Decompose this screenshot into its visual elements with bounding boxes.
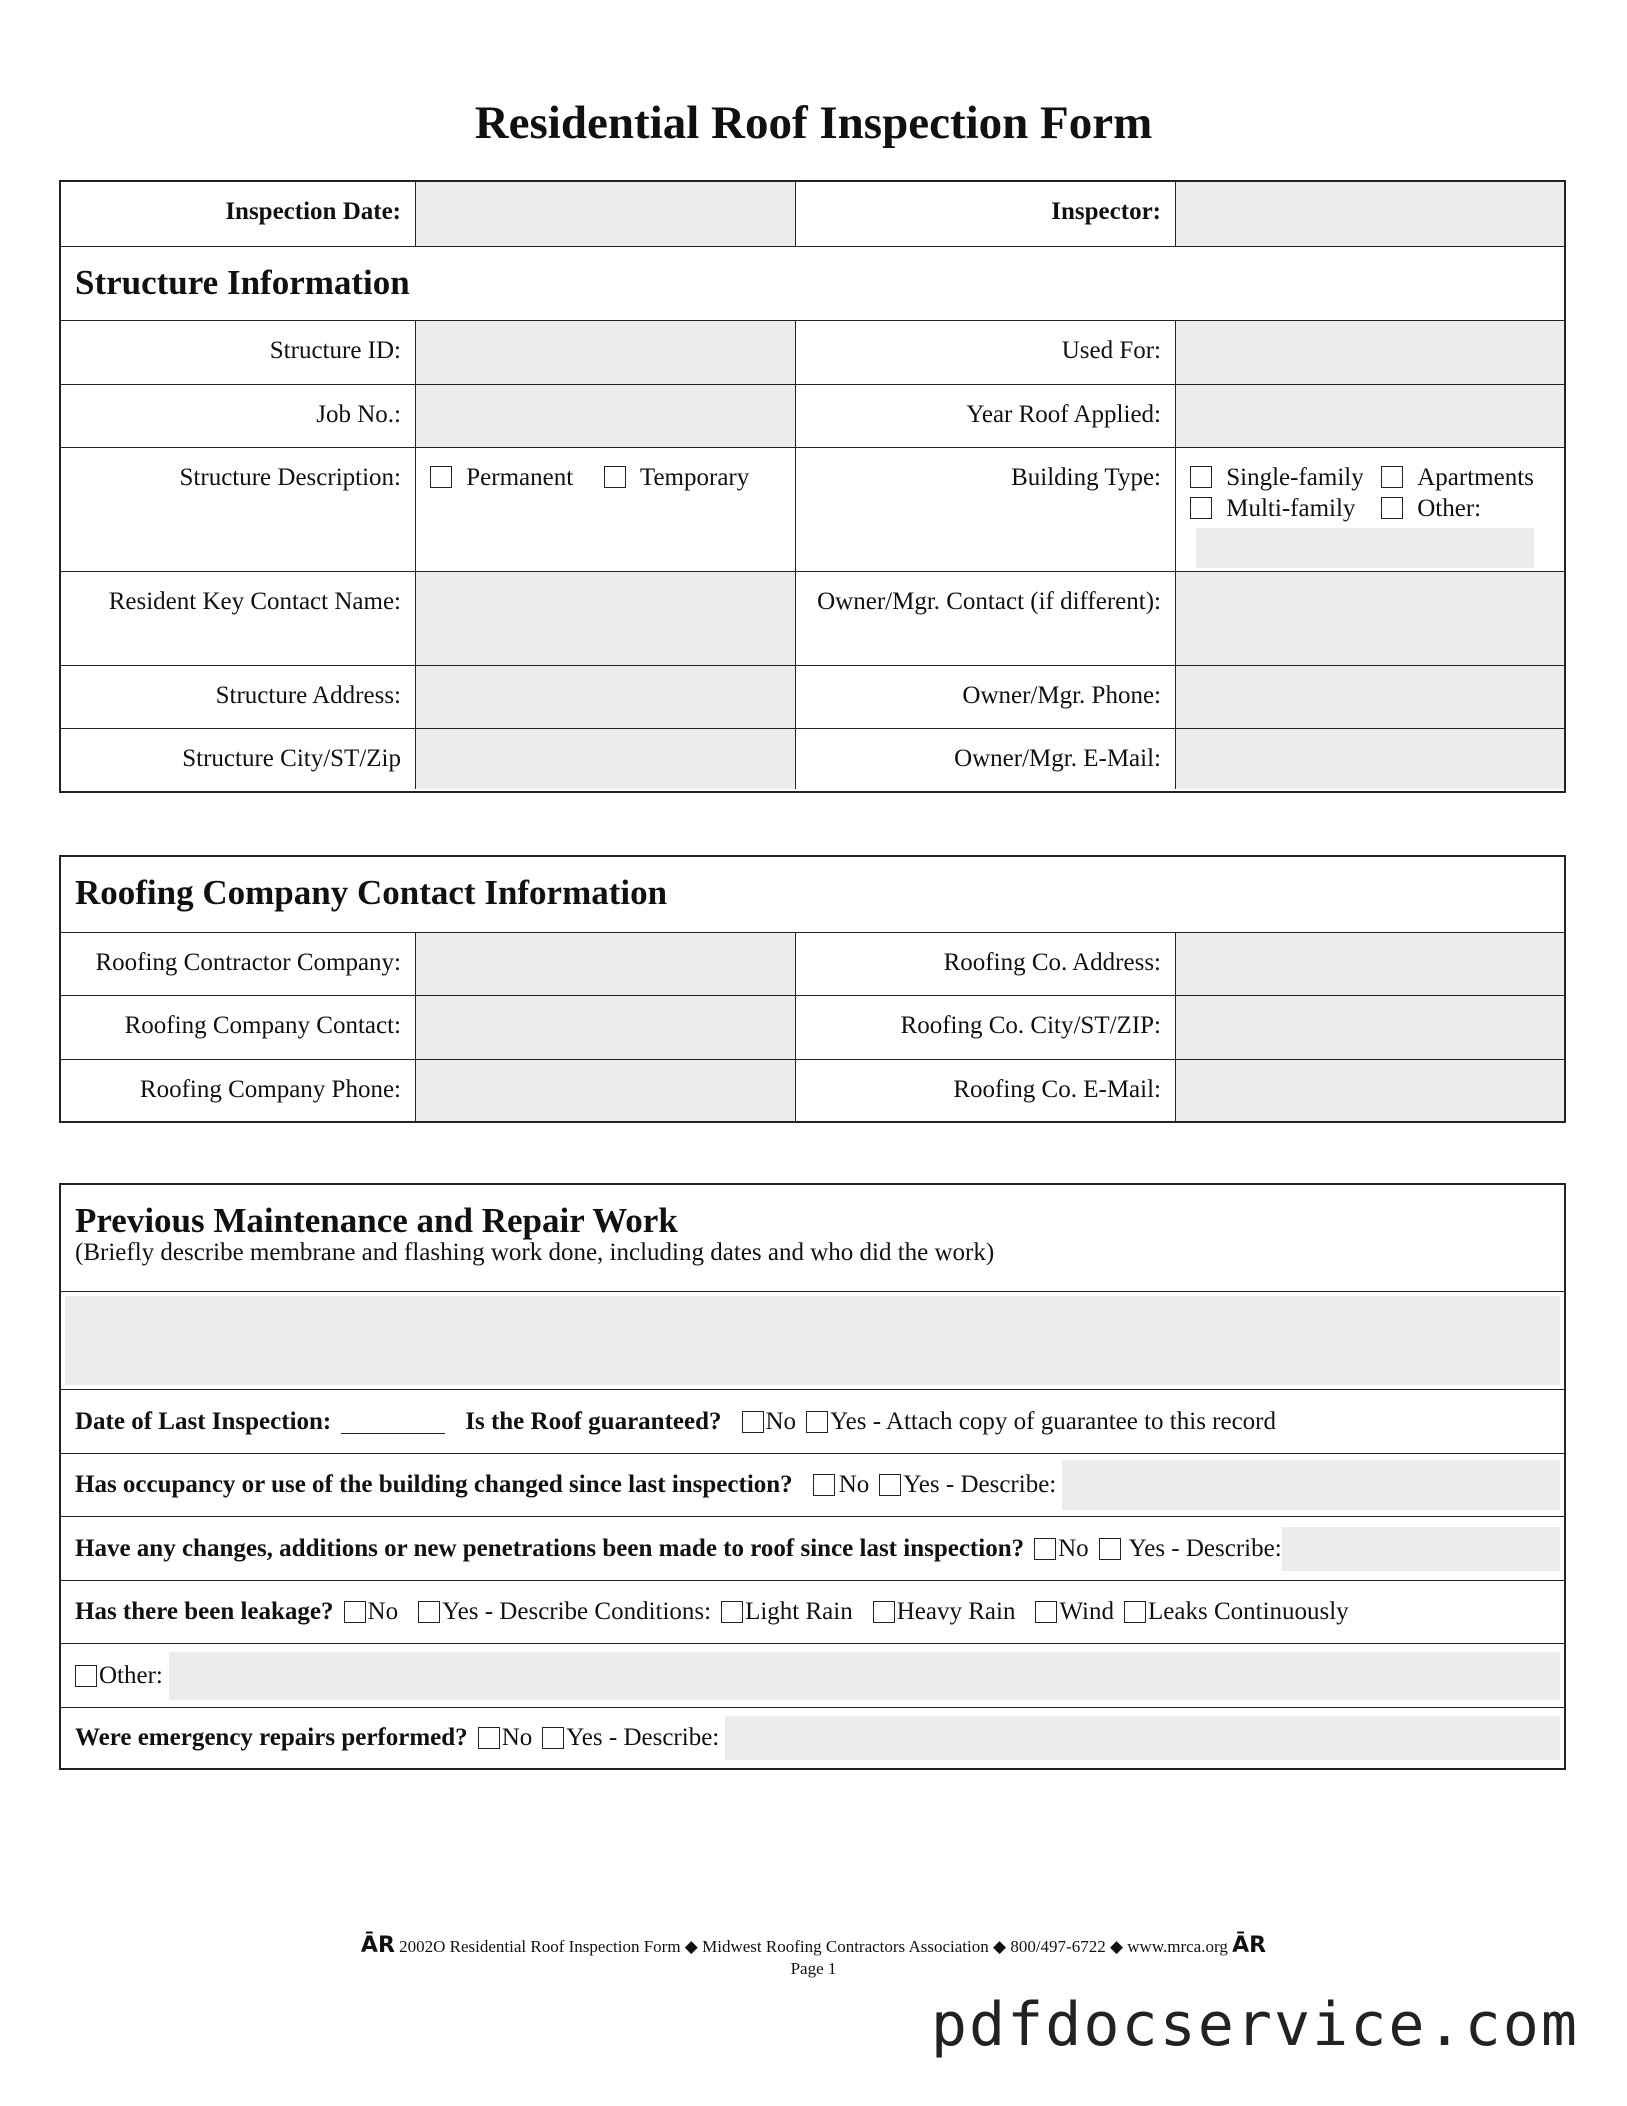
resident-contact-label: Resident Key Contact Name: [108, 588, 401, 615]
other-label: Other: [99, 1661, 163, 1689]
guaranteed-question: Is the Roof guaranteed? [465, 1407, 722, 1435]
co-email-label: Roofing Co. E-Mail: [795, 1060, 1175, 1121]
year-roof-applied-label: Year Roof Applied: [795, 385, 1175, 447]
roofing-heading-row [61, 857, 1564, 932]
company-contact-label: Roofing Company Contact: [124, 1012, 401, 1039]
heavy-rain-checkbox[interactable] [873, 1601, 895, 1623]
owner-contact-label: Owner/Mgr. Contact (if different): [795, 572, 1175, 665]
emergency-yes-label: Yes - Describe: [566, 1724, 720, 1751]
inspection-date-label: Inspection Date: [225, 198, 401, 225]
page-number: Page 1 [790, 1959, 837, 1978]
leakage-yes-label: Yes - Describe Conditions: [442, 1598, 712, 1625]
structure-address-label: Structure Address: [215, 682, 401, 709]
leakage-question-group [75, 1581, 1349, 1643]
structure-city-field[interactable] [415, 729, 795, 789]
co-city-field[interactable] [1175, 996, 1564, 1059]
emergency-no-label: No [501, 1724, 533, 1751]
roofing-phone-row [61, 1059, 1564, 1121]
company-contact-field[interactable] [415, 996, 795, 1059]
occupancy-question: Has occupancy or use of the building changed since last inspection? [75, 1471, 793, 1498]
job-no-row [61, 384, 1564, 447]
co-email-field[interactable] [1175, 1060, 1564, 1121]
light-rain-label: Light Rain [745, 1598, 853, 1625]
city-row [61, 728, 1564, 789]
structure-description-options [415, 448, 795, 571]
single-family-checkbox[interactable] [1190, 466, 1212, 488]
changes-no-label: No [1058, 1534, 1089, 1562]
inspection-date-field[interactable] [415, 182, 795, 246]
company-phone-label: Roofing Company Phone: [139, 1076, 401, 1103]
leaks-continuously-checkbox[interactable] [1124, 1601, 1146, 1623]
occupancy-no-checkbox[interactable] [813, 1474, 835, 1496]
emergency-question: Were emergency repairs performed? [75, 1724, 468, 1751]
address-row [61, 665, 1564, 728]
form-title: Residential Roof Inspection Form [474, 97, 1153, 149]
job-no-field[interactable] [415, 385, 795, 447]
maintenance-heading-row [61, 1185, 1564, 1291]
guaranteed-yes-label: Yes - Attach copy of guarantee to this record [830, 1407, 1277, 1435]
resident-contact-field[interactable] [415, 572, 795, 665]
inspector-field[interactable] [1175, 182, 1564, 246]
wind-label: Wind [1059, 1598, 1114, 1625]
temporary-label: Temporary [639, 464, 750, 491]
owner-phone-field[interactable] [1175, 666, 1564, 728]
maintenance-heading: Previous Maintenance and Repair Work [75, 1201, 678, 1240]
occupancy-yes-checkbox[interactable] [879, 1474, 901, 1496]
structure-section [59, 180, 1566, 793]
mrca-logo-left: ᾹR [360, 1933, 395, 1958]
maintenance-subheading: (Briefly describe membrane and flashing work done, including dates and who did the work) [75, 1239, 995, 1266]
other-building-label: Other: [1417, 495, 1482, 522]
emergency-no-checkbox[interactable] [478, 1727, 500, 1749]
leakage-no-checkbox[interactable] [344, 1601, 366, 1623]
mrca-logo-right: ᾹR [1232, 1933, 1267, 1958]
multi-family-label: Multi-family [1226, 495, 1356, 522]
occupancy-question-group [75, 1454, 1560, 1516]
emergency-yes-checkbox[interactable] [542, 1727, 564, 1749]
light-rain-checkbox[interactable] [721, 1601, 743, 1623]
inspector-label: Inspector: [795, 182, 1175, 246]
emergency-describe-field[interactable] [725, 1716, 1560, 1760]
roofing-section [59, 855, 1566, 1123]
structure-city-label: Structure City/ST/Zip [182, 745, 401, 772]
contractor-company-label: Roofing Contractor Company: [95, 949, 401, 976]
permanent-checkbox[interactable] [430, 466, 452, 488]
changes-question-group [75, 1517, 1560, 1580]
wind-checkbox[interactable] [1035, 1601, 1057, 1623]
footer-text: 2002O Residential Roof Inspection Form ◆ Midwest Roofing Contractors Association ◆ 800/497-6722 ◆ www.mrca.org [399, 1937, 1228, 1956]
co-address-label: Roofing Co. Address: [795, 933, 1175, 995]
owner-phone-label: Owner/Mgr. Phone: [795, 666, 1175, 728]
heavy-rain-label: Heavy Rain [896, 1598, 1016, 1625]
apartments-label: Apartments [1417, 464, 1534, 491]
other-describe-field[interactable] [169, 1652, 1560, 1700]
maintenance-description-field[interactable] [65, 1296, 1560, 1385]
maintenance-description-row [61, 1291, 1564, 1389]
changes-yes-checkbox[interactable] [1099, 1538, 1121, 1560]
roofing-heading: Roofing Company Contact Information [75, 873, 668, 912]
owner-contact-field[interactable] [1175, 572, 1564, 665]
job-no-label: Job No.: [316, 401, 401, 428]
footer [0, 1935, 1627, 1980]
leakage-no-label: No [367, 1598, 399, 1625]
other-row [61, 1643, 1564, 1707]
footer-line [0, 1935, 1627, 1958]
other-building-checkbox[interactable] [1381, 497, 1403, 519]
leakage-question: Has there been leakage? [75, 1598, 334, 1625]
structure-description-label: Structure Description: [179, 464, 401, 491]
co-city-label: Roofing Co. City/ST/ZIP: [795, 996, 1175, 1059]
guaranteed-no-checkbox[interactable] [742, 1411, 764, 1433]
apartments-checkbox[interactable] [1381, 466, 1403, 488]
structure-id-field[interactable] [415, 321, 795, 384]
temporary-checkbox[interactable] [604, 466, 626, 488]
leakage-row [61, 1580, 1564, 1643]
changes-describe-field[interactable] [1282, 1527, 1560, 1571]
last-inspection-label: Date of Last Inspection: [75, 1407, 332, 1435]
changes-no-checkbox[interactable] [1034, 1538, 1056, 1560]
occupancy-row [61, 1453, 1564, 1516]
used-for-field[interactable] [1175, 321, 1564, 384]
used-for-label: Used For: [795, 321, 1175, 384]
other-building-field[interactable] [1196, 528, 1534, 568]
structure-heading: Structure Information [75, 263, 410, 302]
leakage-yes-checkbox[interactable] [418, 1601, 440, 1623]
roofing-company-row [61, 932, 1564, 995]
single-family-label: Single-family [1226, 464, 1364, 491]
multi-family-checkbox[interactable] [1190, 497, 1212, 519]
maintenance-section [59, 1183, 1566, 1770]
occupancy-no-label: No [838, 1471, 870, 1498]
last-inspection-question [75, 1390, 1276, 1453]
emergency-row [61, 1707, 1564, 1768]
changes-row [61, 1516, 1564, 1580]
leaks-continuously-label: Leaks Continuously [1148, 1598, 1349, 1625]
changes-yes-label: Yes - Describe: [1128, 1534, 1282, 1562]
structure-id-label: Structure ID: [269, 337, 401, 364]
contractor-company-field[interactable] [415, 933, 795, 995]
structure-address-field[interactable] [415, 666, 795, 728]
guaranteed-no-label: No [765, 1407, 797, 1435]
occupancy-yes-label: Yes - Describe: [903, 1471, 1057, 1498]
building-type-label: Building Type: [795, 448, 1175, 571]
co-address-field[interactable] [1175, 933, 1564, 995]
other-question-group [75, 1644, 1560, 1707]
last-inspection-row [61, 1389, 1564, 1453]
year-roof-applied-field[interactable] [1175, 385, 1564, 447]
structure-description-row [61, 447, 1564, 571]
other-checkbox[interactable] [75, 1665, 97, 1687]
inspection-row [61, 182, 1564, 246]
owner-email-field[interactable] [1175, 729, 1564, 789]
structure-heading-row [61, 246, 1564, 320]
owner-email-label: Owner/Mgr. E-Mail: [795, 729, 1175, 789]
watermark: pdfdocservice.com [930, 1990, 1579, 2060]
contact-row [61, 571, 1564, 665]
permanent-label: Permanent [466, 464, 574, 491]
changes-question: Have any changes, additions or new penetrations been made to roof since last inspection? [75, 1534, 1025, 1562]
occupancy-describe-field[interactable] [1062, 1460, 1560, 1510]
structure-id-row [61, 320, 1564, 384]
roofing-contact-row [61, 995, 1564, 1059]
last-inspection-field[interactable] [341, 1409, 445, 1434]
building-type-options [1175, 448, 1564, 571]
emergency-question-group [75, 1708, 1560, 1768]
company-phone-field[interactable] [415, 1060, 795, 1121]
guaranteed-yes-checkbox[interactable] [806, 1411, 828, 1433]
